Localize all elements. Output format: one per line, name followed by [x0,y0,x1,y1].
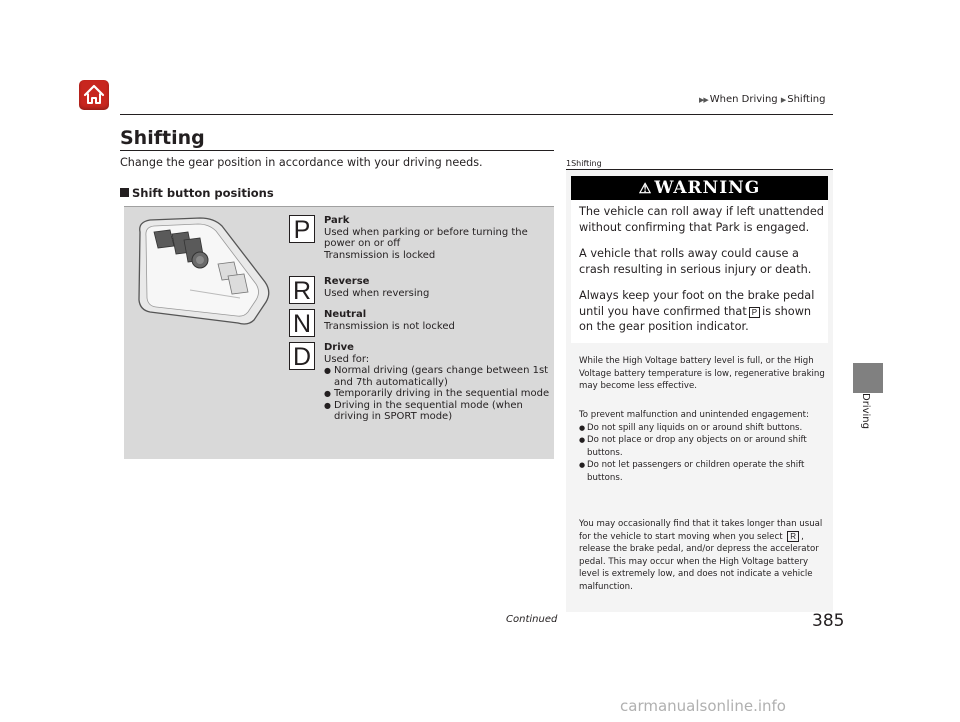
gear-n-icon: N [289,309,315,337]
drive-uses-list [324,365,552,423]
list-item: ● Temporarily driving in the sequential mode [324,388,552,400]
start-delay-note [579,518,827,594]
battery-note: While the High Voltage battery level is full, or the High Voltage battery temperature is low, regenerative braking may become less effective. [579,356,825,392]
title-rule [120,150,554,151]
gear-r-inline-icon: R [787,531,799,542]
gear-line: Used when reversing [324,287,430,299]
warning-paragraph-2: A vehicle that rolls away could cause a crash resulting in serious injury or death. [579,247,812,276]
breadcrumb-current: Shifting [787,94,826,105]
breadcrumb-arrow-icon: ▶▶ [699,96,708,104]
gear-line: Used for: [324,353,370,365]
gear-d-description [324,342,552,423]
warning-paragraph-3 [579,288,827,335]
reference-heading [566,159,602,168]
home-button[interactable] [79,80,109,110]
gear-r-icon: R [289,276,315,304]
gear-line: Transmission is locked [324,249,436,261]
gear-n-description [324,309,552,332]
gear-r-description [324,276,552,299]
gear-name: Drive [324,342,354,353]
warning-label: WARNING [654,178,761,198]
warning-text: is shown on the gear position indicator. [579,304,812,333]
note-text: , release the brake pedal, and/or depress the accelerator pedal. This may occur when the High Voltage battery level is extremely low, and does not indicate a vehicle malfunction. [579,531,819,592]
watermark: carmanualsonline.info [620,697,786,715]
warning-banner [571,176,828,200]
gear-p-inline-icon: P [749,307,760,318]
breadcrumb-arrow-icon: ▶ [780,96,786,104]
reference-number: 1 [566,159,572,168]
page-title: Shifting [120,127,205,149]
section-square-icon [120,188,129,197]
list-item: ● Do not let passengers or children operate the shift buttons. [579,459,827,484]
header-rule [120,114,833,115]
section-heading-text: Shift button positions [132,186,274,200]
gear-p-description [324,215,552,261]
list-item: ● Driving in the sequential mode (when driving in SPORT mode) [324,400,552,423]
gear-line: power on or off [324,238,401,249]
note-text: You may occasionally find that it takes longer than usual for the vehicle to start moving when you select [579,519,823,542]
breadcrumb-link-when-driving[interactable]: When Driving [709,94,778,105]
home-icon [79,80,109,110]
reference-title: Shifting [571,159,602,168]
warning-text: Always keep your foot on the brake pedal until you have confirmed that [579,289,815,318]
gear-d-icon: D [289,342,315,370]
breadcrumb [699,94,825,105]
list-item: ● Do not place or drop any objects on or around shift buttons. [579,434,827,459]
gear-line: Transmission is not locked [324,320,455,332]
list-item: ● Do not spill any liquids on or around shift buttons. [579,422,827,435]
intro-text: Change the gear position in accordance with your driving needs. [120,156,483,169]
malfunction-note [579,409,827,485]
gear-name: Reverse [324,276,370,287]
warning-paragraph-1: The vehicle can roll away if left unattended without confirming that Park is engaged. [579,205,824,234]
gear-p-icon: P [289,215,315,243]
warning-triangle-icon: ⚠ [638,181,653,197]
gear-line: Used when parking or before turning the [324,226,528,238]
gear-name: Park [324,215,350,226]
shift-button-console-illustration [130,212,270,327]
page-number: 385 [812,611,845,631]
section-heading [120,186,274,200]
malfunction-intro: To prevent malfunction and unintended engagement: [579,410,809,420]
gear-name: Neutral [324,309,367,320]
chapter-tab-label: Driving [860,393,871,429]
continued-label: Continued [506,614,558,625]
list-item: ● Normal driving (gears change between 1st and 7th automatically) [324,365,552,388]
